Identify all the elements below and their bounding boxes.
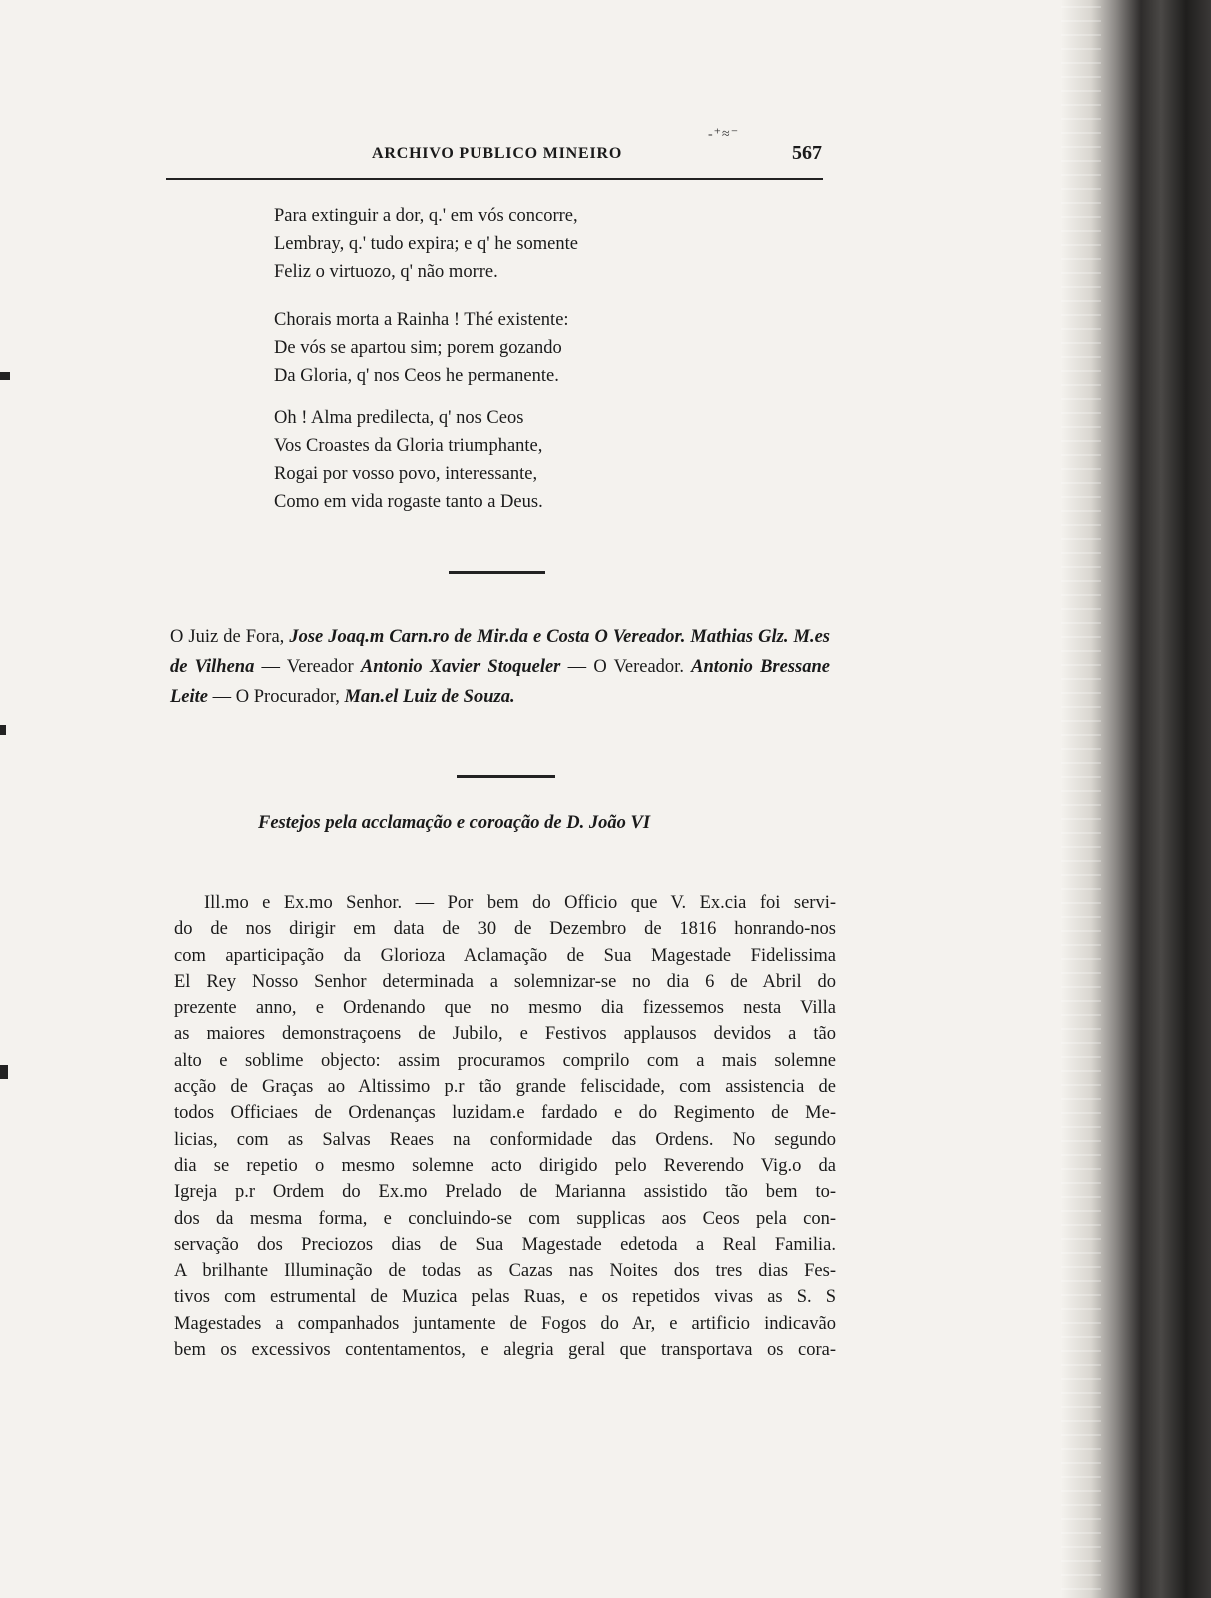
- signature-name: Jose Joaq.m Carn.ro de Mir.da e Costa: [289, 627, 590, 647]
- body-line: El Rey Nosso Senhor determinada a solemnizar-se no dia 6 de Abril do: [174, 971, 836, 992]
- section-title: Festejos pela acclamação e coroação de D. João VI: [258, 813, 651, 833]
- signature-name: Mathias Glz. M.es de Vilhena: [170, 627, 831, 677]
- body-line: tivos com estrumental de Muzica pelas Ruas, e os repetidos vivas as S. S: [174, 1287, 836, 1308]
- signature-text: O Juiz de Fora,: [170, 627, 285, 647]
- poem-line: De vós se apartou sim; porem gozando: [274, 338, 562, 358]
- poem-line: Rogai por vosso povo, interessante,: [274, 464, 538, 484]
- poem-line: Da Gloria, q' nos Ceos he permanente.: [274, 366, 559, 386]
- body-line: todos Officiaes de Ordenanças luzidam.e fardado e do Regimento de Me-: [174, 1103, 836, 1124]
- body-line: alto e soblime objecto: assim procuramos comprilo com a mais solemne: [174, 1050, 836, 1071]
- body-line: dia se repetio o mesmo solemne acto dirigido pelo Reverendo Vig.o da: [174, 1155, 836, 1176]
- poem-stanza: [274, 404, 543, 516]
- signature-name: Antonio Bressane Leite: [170, 657, 830, 707]
- body-line: com aparticipação da Glorioza Aclamação de Sua Magestade Fidelissima: [174, 945, 836, 966]
- signatures-block: [170, 622, 830, 712]
- poem-stanza: [274, 306, 569, 390]
- body-line: acção de Graças ao Altissimo p.r tão grande feliscidade, com assistencia de: [174, 1077, 836, 1098]
- body-line: Ill.mo e Ex.mo Senhor. — Por bem do Officio que V. Ex.cia foi servi-: [204, 893, 836, 913]
- body-line: servação dos Preciozos dias de Sua Magestade edetoda a Real Familia.: [174, 1234, 836, 1255]
- header-rule: [166, 178, 823, 180]
- signature-text: — O Procurador,: [212, 687, 340, 707]
- running-head: ARCHIVO PUBLICO MINEIRO: [372, 145, 623, 162]
- body-paragraph: [174, 890, 836, 1363]
- poem-line: Vos Croastes da Gloria triumphante,: [274, 436, 543, 456]
- signature-text: — O Vereador.: [567, 657, 684, 677]
- body-line: licias, com as Salvas Reaes na conformidade das Ordens. No segundo: [174, 1129, 836, 1150]
- poem-stanza: [274, 202, 578, 286]
- body-line: as maiores demonstraçoens de Jubilo, e Festivos applausos devidos a tão: [174, 1024, 836, 1045]
- separator-rule: [457, 775, 555, 778]
- left-edge-mark: [0, 1065, 8, 1079]
- body-line: prezente anno, e Ordenando que no mesmo dia fizessemos nesta Villa: [174, 998, 836, 1019]
- binding-texture: [1061, 0, 1101, 1598]
- left-edge-mark: [0, 372, 10, 380]
- body-line: A brilhante Illuminação de todas as Cazas nas Noites dos tres dias Fes-: [174, 1261, 836, 1282]
- signature-text: O Vereador.: [594, 627, 686, 647]
- body-line: do de nos dirigir em data de 30 de Dezembro de 1816 honrando-nos: [174, 919, 836, 940]
- body-line: dos da mesma forma, e concluindo-se com supplicas aos Ceos pela con-: [174, 1208, 836, 1229]
- poem-line: Oh ! Alma predilecta, q' nos Ceos: [274, 408, 524, 428]
- poem-line: Como em vida rogaste tanto a Deus.: [274, 492, 543, 512]
- signature-name: Man.el Luiz de Souza.: [344, 687, 515, 707]
- signature-text: — Vereador: [261, 657, 354, 677]
- separator-rule: [449, 571, 545, 574]
- poem-line: Feliz o virtuozo, q' não morre.: [274, 262, 498, 282]
- body-line: bem os excessivos contentamentos, e alegria geral que transportava os cora-: [174, 1340, 836, 1361]
- left-edge-mark: [0, 725, 6, 735]
- body-line: Magestades a companhados juntamente de Fogos do Ar, e artificio indicavão: [174, 1313, 836, 1334]
- body-line: Igreja p.r Ordem do Ex.mo Prelado de Marianna assistido tão bem to-: [174, 1182, 836, 1203]
- header-ornament: -⁺≈⁻: [708, 127, 740, 142]
- signature-name: Antonio Xavier Stoqueler: [360, 657, 561, 677]
- poem-line: Chorais morta a Rainha ! Thé existente:: [274, 310, 569, 330]
- poem-line: Para extinguir a dor, q.' em vós concorre,: [274, 206, 578, 226]
- page-number: 567: [792, 142, 822, 164]
- poem-line: Lembray, q.' tudo expira; e q' he somente: [274, 234, 578, 254]
